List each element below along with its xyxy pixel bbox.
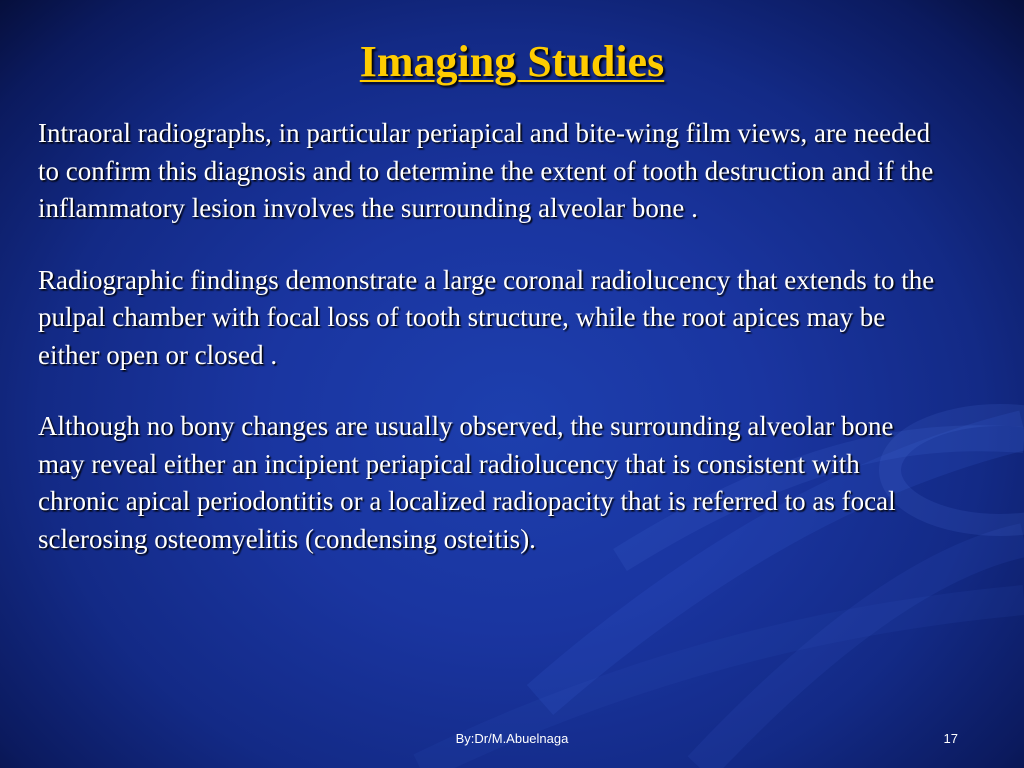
footer-author: By:Dr/M.Abuelnaga <box>455 731 569 746</box>
slide-body <box>38 115 938 592</box>
slide-page-number: 17 <box>943 731 958 746</box>
paragraph-radiographic-findings: Radiographic findings demonstrate a large coronal radiolucency that extends to the pulpal chamber with focal loss of tooth structure, while the root apices may be either open or closed . <box>38 264 935 370</box>
paragraph-bony-changes: Although no bony changes are usually observed, the surrounding alveolar bone may reveal either an incipient periapical radiolucency that is consistent with chronic apical periodontitis or a localized radiopacity that is referred to as focal sclerosing osteomyelitis (condensing osteitis). <box>38 411 896 554</box>
paragraph-intraoral-radiographs: Intraoral radiographs, in particular periapical and bite-wing film views, are needed to confirm this diagnosis and to determine the extent of tooth destruction and if the inflammatory lesion involves the surrounding alveolar bone . <box>38 118 934 223</box>
slide-title: Imaging Studies <box>359 37 665 86</box>
